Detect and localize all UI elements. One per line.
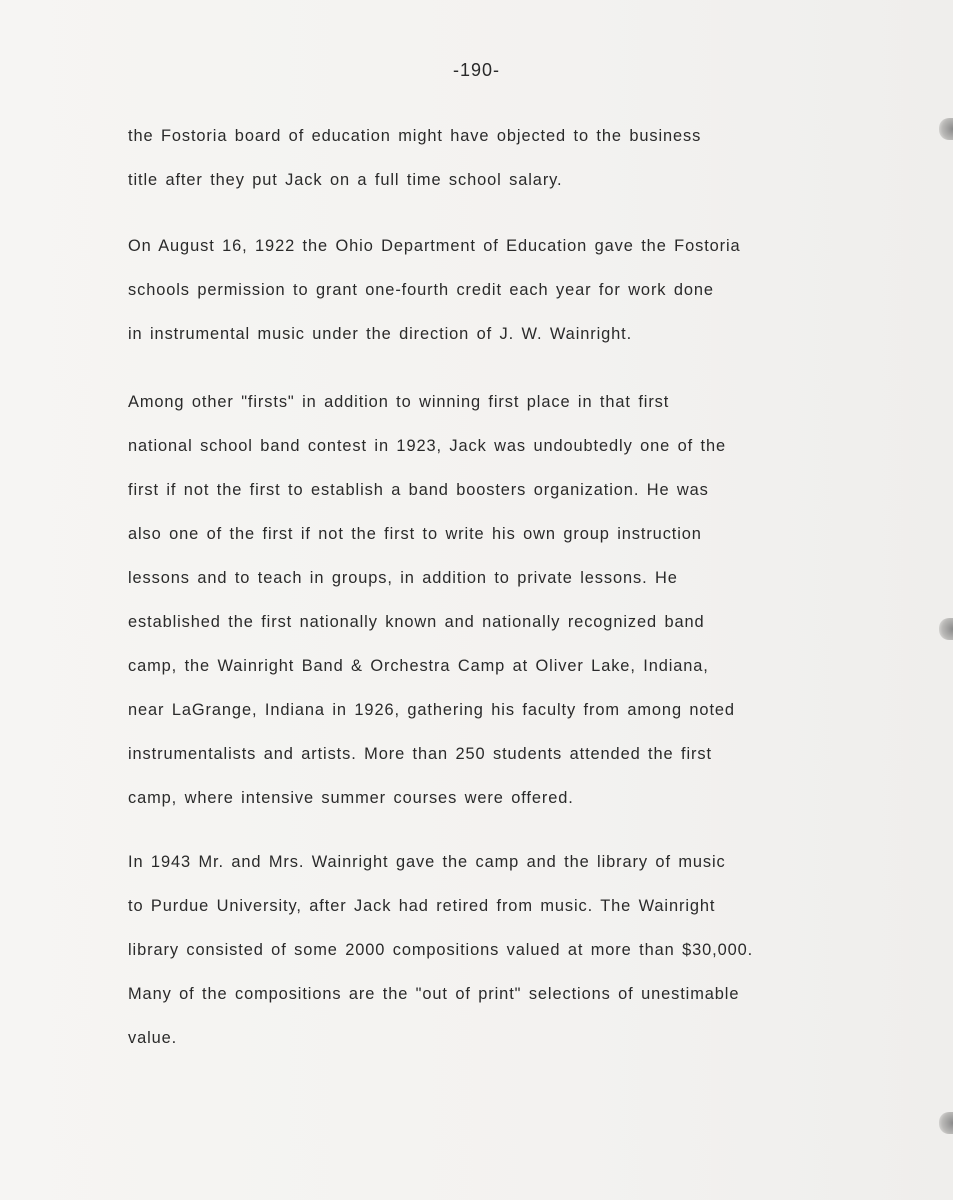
paragraph-4	[128, 840, 858, 1060]
text-line: Many of the compositions are the "out of print" selections of unestimable	[128, 985, 740, 1003]
binding-hole-mark	[939, 1112, 953, 1134]
text-line: camp, the Wainright Band & Orchestra Camp at Oliver Lake, Indiana,	[128, 657, 709, 675]
binding-hole-mark	[939, 618, 953, 640]
text-line: Among other "firsts" in addition to winning first place in that first	[128, 393, 670, 411]
text-line: camp, where intensive summer courses were offered.	[128, 789, 574, 807]
text-line: lessons and to teach in groups, in addition to private lessons. He	[128, 569, 678, 587]
text-line: title after they put Jack on a full time school salary.	[128, 171, 563, 189]
binding-hole-mark	[939, 118, 953, 140]
text-line: On August 16, 1922 the Ohio Department of Education gave the Fostoria	[128, 237, 741, 255]
text-line: first if not the first to establish a band boosters organization. He was	[128, 481, 709, 499]
text-line: national school band contest in 1923, Jack was undoubtedly one of the	[128, 437, 727, 455]
text-line: the Fostoria board of education might have objected to the business	[128, 127, 702, 145]
text-line: library consisted of some 2000 compositions valued at more than $30,000.	[128, 941, 754, 959]
text-line: In 1943 Mr. and Mrs. Wainright gave the camp and the library of music	[128, 853, 726, 871]
text-line: instrumentalists and artists. More than 250 students attended the first	[128, 745, 712, 763]
text-line: also one of the first if not the first to write his own group instruction	[128, 525, 702, 543]
text-line: established the first nationally known and nationally recognized band	[128, 613, 705, 631]
text-line: near LaGrange, Indiana in 1926, gathering his faculty from among noted	[128, 701, 735, 719]
text-line: to Purdue University, after Jack had retired from music. The Wainright	[128, 897, 716, 915]
text-line: value.	[128, 1029, 178, 1047]
page-number: -190-	[452, 60, 501, 80]
text-line: schools permission to grant one-fourth credit each year for work done	[128, 281, 714, 299]
text-line: in instrumental music under the direction of J. W. Wainright.	[128, 325, 633, 343]
paragraph-2	[128, 224, 858, 356]
paragraph-3	[128, 380, 858, 820]
paragraph-1	[128, 114, 858, 202]
